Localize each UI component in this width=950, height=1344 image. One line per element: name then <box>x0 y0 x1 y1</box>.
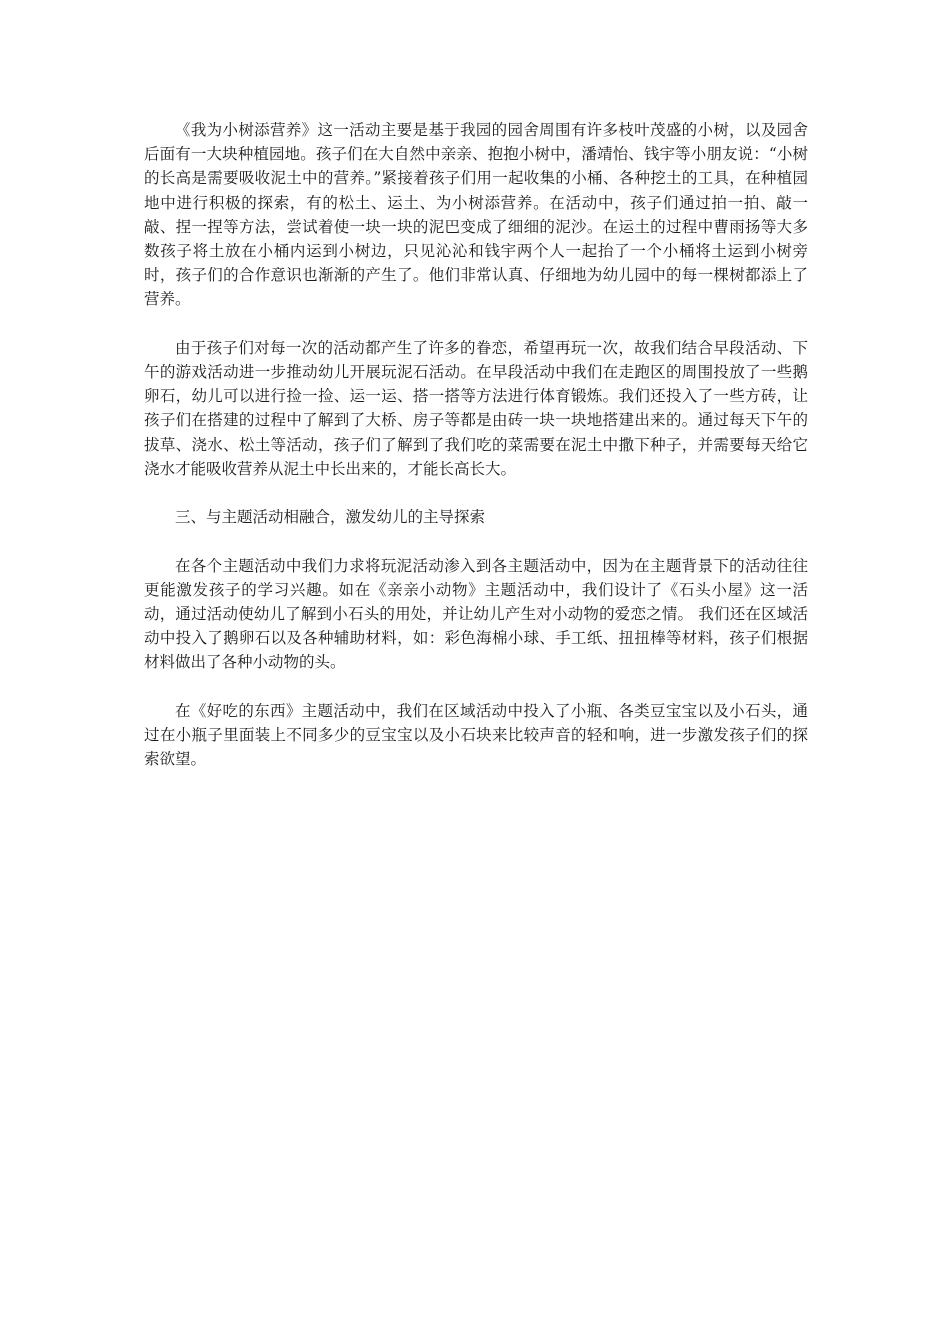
paragraph-mud-stone-activity: 由于孩子们对每一次的活动都产生了许多的眷恋，希望再玩一次，故我们结合早段活动、下午的游戏活动进一步推动幼儿开展玩泥石活动。在早段活动中我们在走跑区的周围投放了一些鹅卵石，幼儿可以进行捡一捡、运一运、搭一搭等方法进行体育锻炼。我们还投入了一些方砖，让孩子们在搭建的过程中了解到了大桥、房子等都是由砖一块一块地搭建出来的。通过每天下午的拔草、浇水、松土等活动，孩子们了解到了我们吃的菜需要在泥土中撒下种子，并需要每天给它浇水才能吸收营养从泥土中长出来的，才能长高长大。 <box>144 338 808 478</box>
paragraph-theme-food: 在《好吃的东西》主题活动中，我们在区域活动中投入了小瓶、各类豆宝宝以及小石头，通过在小瓶子里面装上不同多少的豆宝宝以及小石块来比较声音的轻和响，进一步激发孩子们的探索欲望。 <box>144 701 808 769</box>
paragraph-theme-animals: 在各个主题活动中我们力求将玩泥活动渗入到各主题活动中，因为在主题背景下的活动往往更能激发孩子的学习兴趣。如在《亲亲小动物》主题活动中，我们设计了《石头小屋》这一活动，通过活动使幼儿了解到小石头的用处，并让幼儿产生对小动物的爱恋之情。 我们还在区域活动中投入了鹅卵石以及各种辅助材料，如：彩色海棉小球、手工纸、扭扭棒等材料，孩子们根据材料做出了各种小动物的头。 <box>144 556 808 672</box>
section-heading: 三、与主题活动相融合，激发幼儿的主导探索 <box>175 508 486 527</box>
document-body <box>144 118 808 796</box>
paragraph-tree-nutrition: 《我为小树添营养》这一活动主要是基于我园的园舍周围有许多枝叶茂盛的小树，以及园舍后面有一大块种植园地。孩子们在大自然中亲亲、抱抱小树中，潘靖怡、钱宇等小朋友说：“小树的长高是需要吸收泥土中的营养。”紧接着孩子们用一起收集的小桶、各种挖土的工具，在种植园地中进行积极的探索，有的松土、运土、为小树添营养。在活动中，孩子们通过拍一拍、敲一敲、捏一捏等方法，尝试着使一块一块的泥巴变成了细细的泥沙。在运土的过程中曹雨扬等大多数孩子将土放在小桶内运到小树边，只见沁沁和钱宇两个人一起抬了一个小桶将土运到小树旁时，孩子们的合作意识也渐渐的产生了。他们非常认真、仔细地为幼儿园中的每一棵树都添上了营养。 <box>144 121 808 309</box>
